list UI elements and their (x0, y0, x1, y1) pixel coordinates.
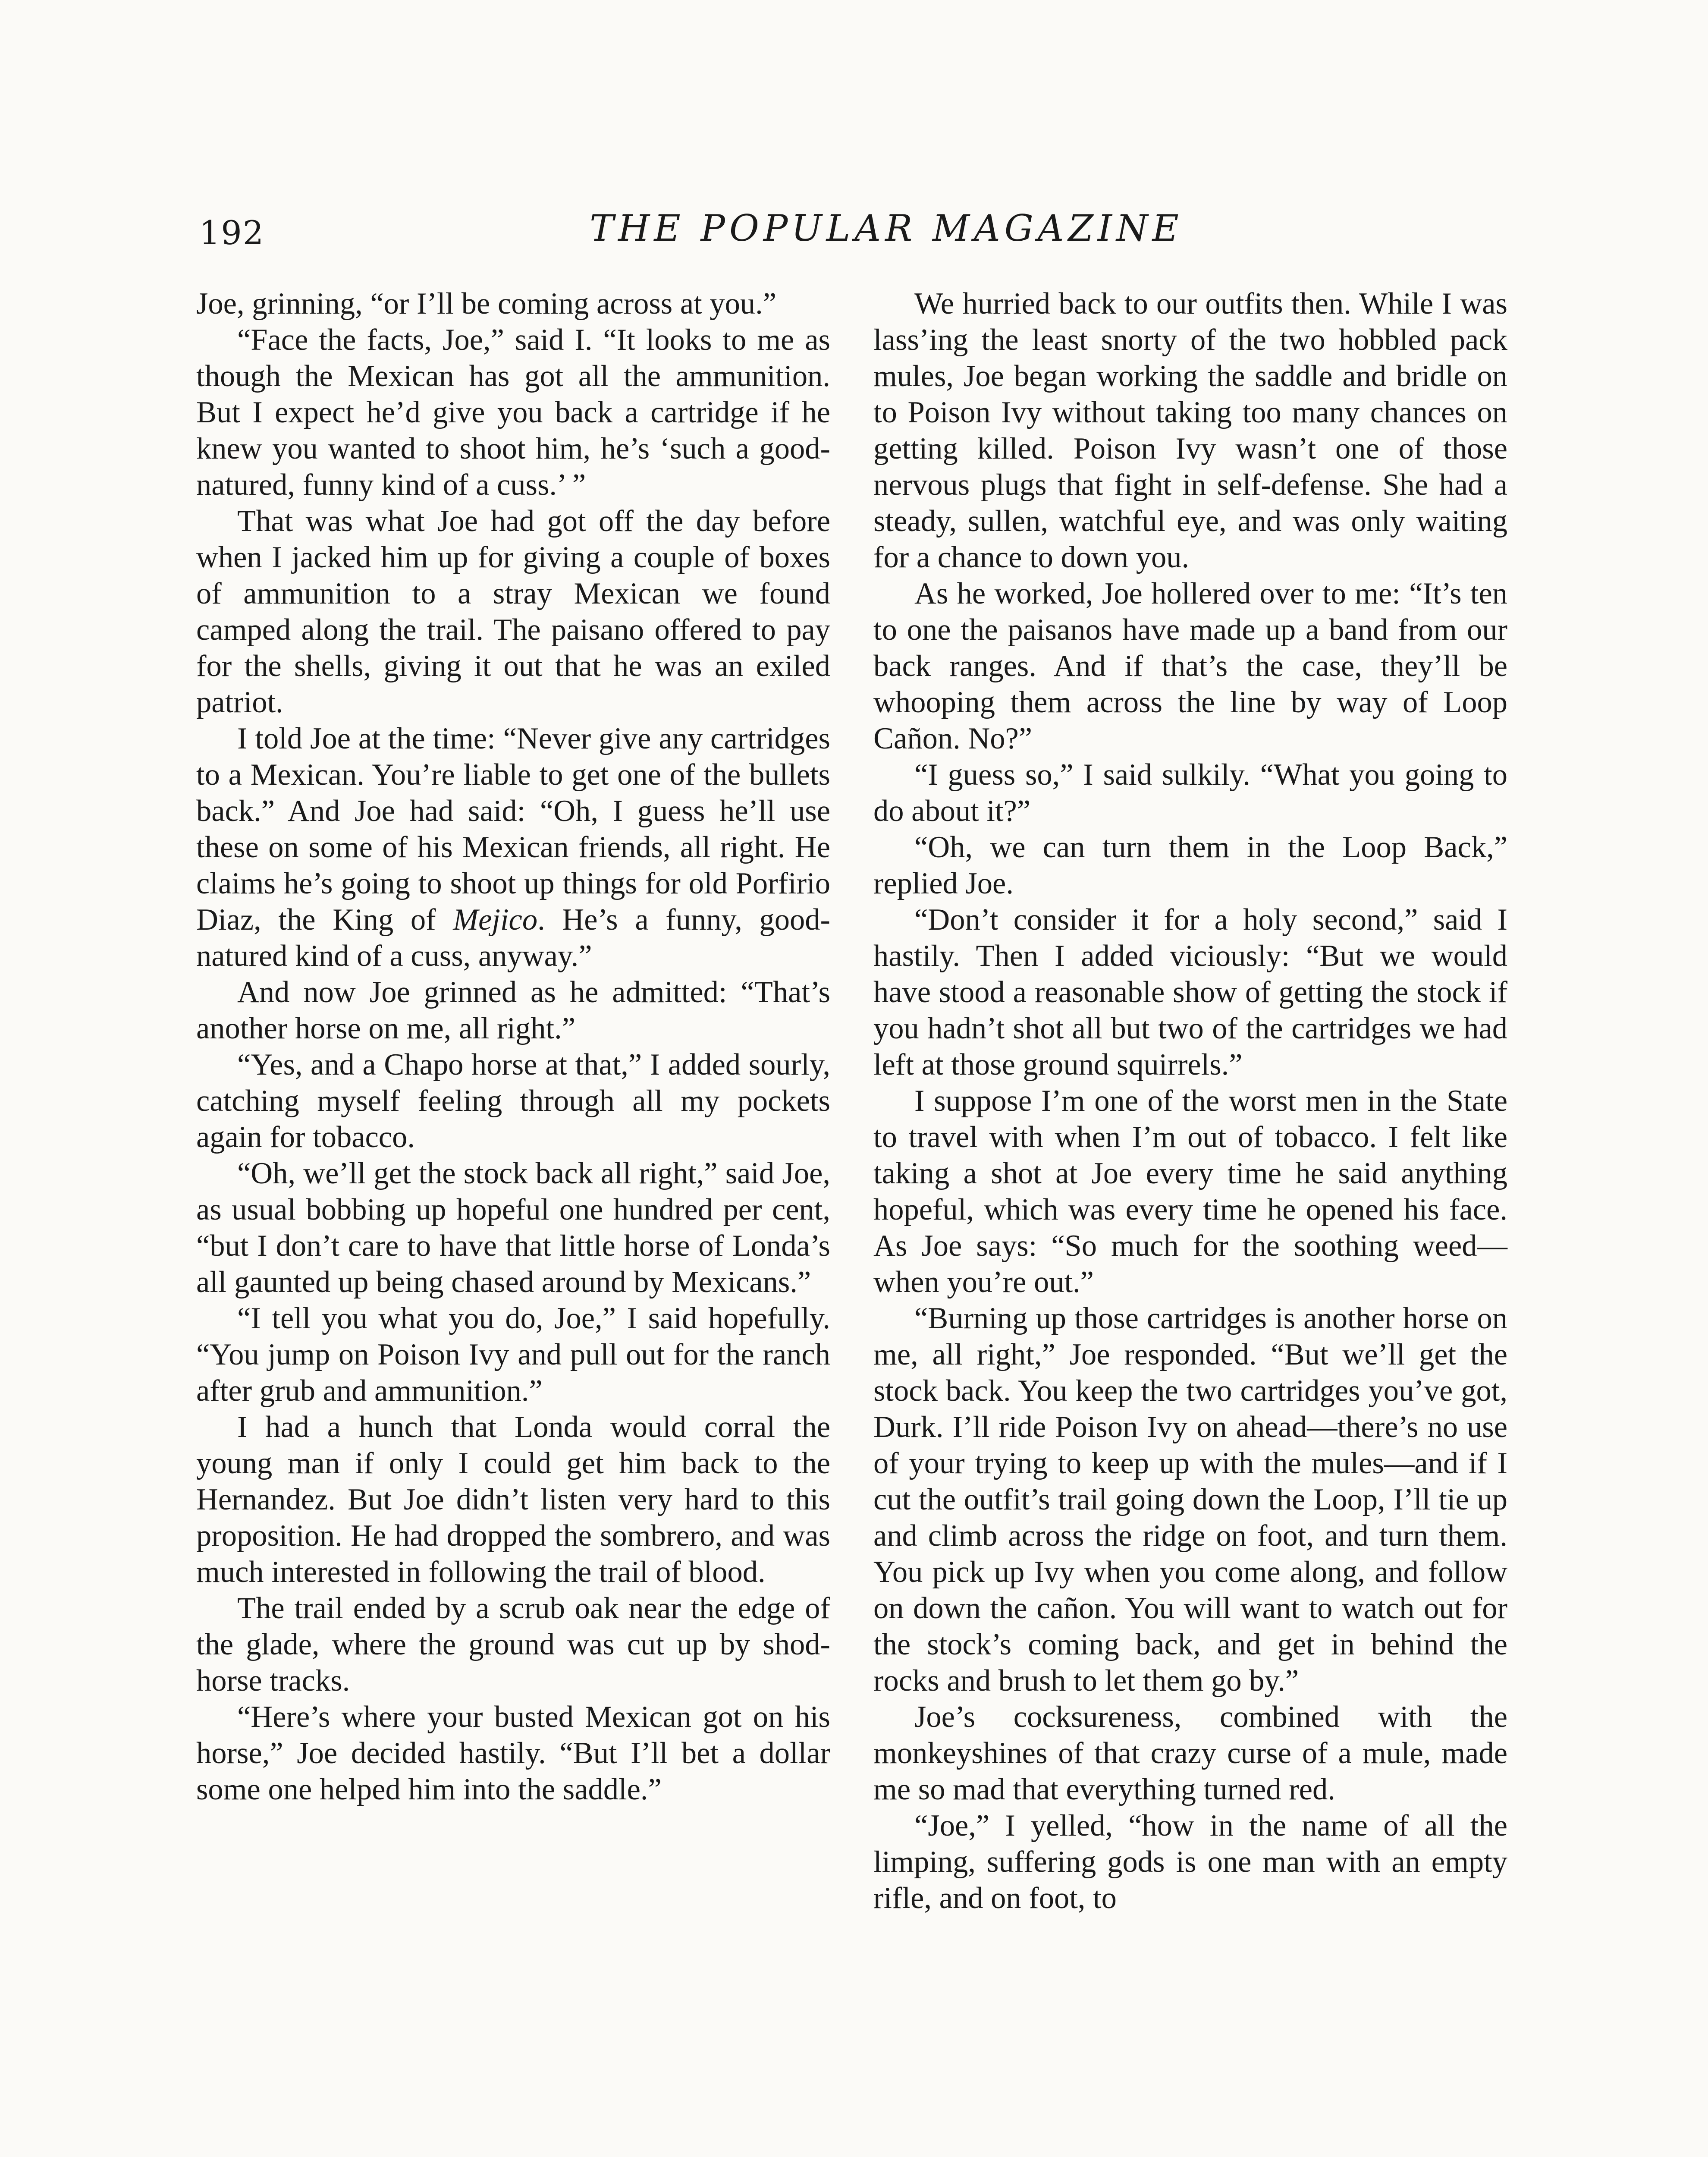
running-head: THE POPULAR MAGAZINE (590, 207, 1183, 249)
left-column (196, 286, 830, 1808)
paragraph: “I tell you what you do, Joe,” I said hopefully. “You jump on Poison Ivy and pull out for the ranch after grub and ammunition.” (196, 1302, 830, 1408)
paragraph: That was what Joe had got off the day before when I jacked him up for giving a couple of boxes of ammunition to a stray Mexican we found camped along the trail. The paisano offered to pay for the shells, giving it out that he was an exiled patriot. (196, 504, 830, 719)
page-number: 192 (199, 214, 265, 252)
right-column (873, 286, 1507, 1916)
paragraph: Joe’s cocksureness, combined with the monkeyshines of that crazy curse of a mule, made me so mad that everything turned red. (873, 1700, 1507, 1806)
paragraph-text: . He’s a funny, good-natured kind of a cuss, anyway.” (196, 903, 830, 973)
paragraph: Joe, grinning, “or I’ll be coming across at you.” (196, 287, 777, 321)
paragraph: “Yes, and a Chapo horse at that,” I added sourly, catching myself feeling through all my pockets again for tobacco. (196, 1048, 830, 1154)
paragraph: “Don’t consider it for a holy second,” said I hastily. Then I added viciously: “But we would have stood a reasonable show of getting the stock if you hadn’t shot all but two of the cartridges we had left at those ground squirrels.” (873, 903, 1507, 1082)
paragraph: “Here’s where your busted Mexican got on his horse,” Joe decided hastily. “But I’ll bet a dollar some one helped him into the saddle.” (196, 1700, 830, 1806)
paragraph-text: I told Joe at the time: “Never give any cartridges to a Mexican. You’re liable to get one of the bullets back.” And Joe had said: “Oh, I guess he’ll use these on some of his Mexican friends, all right. He claims he’s going to shoot up things for old Porfirio Diaz, the King of (196, 722, 830, 937)
paragraph (196, 720, 830, 974)
paragraph: “Joe,” I yelled, “how in the name of all the limping, suffering gods is one man with an empty rifle, and on foot, to (873, 1809, 1507, 1915)
paragraph: “Oh, we’ll get the stock back all right,” said Joe, as usual bobbing up hopeful one hundred per cent, “but I don’t care to have that little horse of Londa’s all gaunted up being chased around by Mexicans.” (196, 1157, 830, 1299)
paragraph: The trail ended by a scrub oak near the edge of the glade, where the ground was cut up by shod-horse tracks. (196, 1591, 830, 1698)
paragraph: We hurried back to our outfits then. While I was lass’ing the least snorty of the two hobbled pack mules, Joe began working the saddle and bridle on to Poison Ivy without taking too many chances on getting killed. Poison Ivy wasn’t one of those nervous plugs that fight in self-defense. She had a steady, sullen, watchful eye, and was only waiting for a chance to down you. (873, 287, 1507, 574)
paragraph: “Oh, we can turn them in the Loop Back,” replied Joe. (873, 830, 1507, 900)
paragraph: I suppose I’m one of the worst men in the State to travel with when I’m out of tobacco. I felt like taking a shot at Joe every time he said anything hopeful, which was every time he opened his face. As Joe says: “So much for the soothing weed—when you’re out.” (873, 1084, 1507, 1299)
paragraph: “Face the facts, Joe,” said I. “It looks to me as though the Mexican has got all the ammunition. But I expect he’d give you back a cartridge if he knew you wanted to shoot him, he’s ‘such a good-natured, funny kind of a cuss.’ ” (196, 323, 830, 502)
paragraph: I had a hunch that Londa would corral the young man if only I could get him back to the Hernandez. But Joe didn’t listen very hard to this proposition. He had dropped the sombrero, and was much interested in following the trail of blood. (196, 1410, 830, 1589)
paragraph: “Burning up those cartridges is another horse on me, all right,” Joe responded. “But we’ll get the stock back. You keep the two cartridges you’ve got, Durk. I’ll ride Poison Ivy on ahead—there’s no use of your trying to keep up with the mules—and if I cut the outfit’s trail going down the Loop, I’ll tie up and climb across the ridge on foot, and turn them. You pick up Ivy when you come along, and follow on down the cañon. You will want to watch out for the stock’s coming back, and get in behind the rocks and brush to let them go by.” (873, 1302, 1507, 1698)
italic-text: Mejico (453, 903, 538, 937)
paragraph: “I guess so,” I said sulkily. “What you going to do about it?” (873, 758, 1507, 828)
paragraph: And now Joe grinned as he admitted: “That’s another horse on me, all right.” (196, 975, 830, 1045)
paragraph: As he worked, Joe hollered over to me: “It’s ten to one the paisanos have made up a band from our back ranges. And if that’s the case, they’ll be whooping them across the line by way of Loop Cañon. No?” (873, 577, 1507, 755)
